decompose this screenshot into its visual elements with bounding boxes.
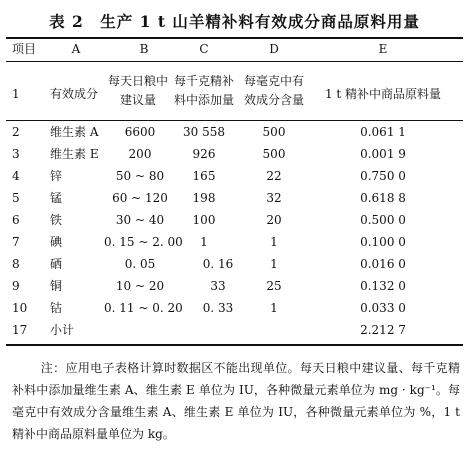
row-value-d: 1 bbox=[270, 301, 278, 315]
header-divider bbox=[6, 61, 463, 62]
row-value-d: 22 bbox=[266, 169, 282, 183]
row-value-c: 926 bbox=[192, 147, 216, 161]
row-value-c: 198 bbox=[192, 191, 216, 205]
column-header-e: E bbox=[378, 42, 388, 56]
row-value-d bbox=[238, 320, 310, 341]
row-value-c: 30 558 bbox=[183, 125, 225, 139]
row-value-c: 1 bbox=[200, 235, 208, 249]
row-number: 1 bbox=[12, 87, 20, 101]
header-added-per-kg: 每千克精补料中添加量 bbox=[173, 74, 234, 107]
row-value-e: 0.016 0 bbox=[360, 257, 406, 271]
row-item: 硒 bbox=[50, 257, 63, 271]
row-item: 维生素 E bbox=[50, 147, 99, 161]
row-value-b: 200 bbox=[128, 147, 152, 161]
row-value-e: 0.750 0 bbox=[360, 169, 406, 183]
column-header-item: 项目 bbox=[12, 42, 37, 56]
row-value-c: 0. 33 bbox=[202, 301, 234, 315]
row-value-e: 0.033 0 bbox=[360, 301, 406, 315]
row-item: 小计 bbox=[50, 323, 75, 337]
column-header-d: D bbox=[269, 42, 279, 56]
row-value-d: 20 bbox=[266, 213, 282, 227]
row-number: 2 bbox=[12, 125, 20, 139]
row-value-d: 32 bbox=[266, 191, 282, 205]
row-item: 铁 bbox=[50, 213, 63, 227]
row-number: 8 bbox=[12, 257, 20, 271]
row-value-e: 0.132 0 bbox=[360, 279, 406, 293]
row-item: 铜 bbox=[50, 279, 63, 293]
row-value-e: 0.001 9 bbox=[360, 147, 406, 161]
field-name: 有效成分 bbox=[50, 87, 99, 101]
header-raw-material-per-t: 1 t 精补中商品原料量 bbox=[324, 87, 442, 101]
row-value-d: 25 bbox=[266, 279, 282, 293]
row-value-b bbox=[104, 320, 176, 341]
column-header-b: B bbox=[139, 42, 149, 56]
row-value-b: 6600 bbox=[124, 125, 156, 139]
row-value-d: 1 bbox=[270, 257, 278, 271]
row-item: 锰 bbox=[50, 191, 63, 205]
row-item: 钴 bbox=[50, 301, 63, 315]
row-value-e: 0.100 0 bbox=[360, 235, 406, 249]
row-value-b: 50 ~ 80 bbox=[115, 169, 165, 183]
row-value-b: 10 ~ 20 bbox=[115, 279, 165, 293]
row-value-d: 1 bbox=[270, 235, 278, 249]
row-value-b: 30 ~ 40 bbox=[115, 213, 165, 227]
row-number: 3 bbox=[12, 147, 20, 161]
row-number: 5 bbox=[12, 191, 20, 205]
row-value-e: 0.500 0 bbox=[360, 213, 406, 227]
row-value-d: 500 bbox=[262, 125, 286, 139]
row-number: 9 bbox=[12, 279, 20, 293]
row-item: 锌 bbox=[50, 169, 63, 183]
row-value-b: 0. 15 ~ 2. 00 bbox=[104, 235, 183, 249]
table-title: 表 2 生产 1 t 山羊精补料有效成分商品原料用量 bbox=[49, 12, 420, 31]
row-value-c: 165 bbox=[192, 169, 216, 183]
table-footnote bbox=[12, 357, 460, 445]
header-content-per-mg: 每毫克中有效成分含量 bbox=[243, 74, 304, 107]
header-daily-ration-recommended: 每天日粮中建议量 bbox=[107, 74, 168, 107]
row-value-d: 500 bbox=[262, 147, 286, 161]
row-item: 维生素 A bbox=[50, 125, 99, 139]
row-number: 7 bbox=[12, 235, 20, 249]
row-value-c: 0. 16 bbox=[202, 257, 234, 271]
row-item: 碘 bbox=[50, 235, 63, 249]
body-divider bbox=[6, 120, 463, 121]
column-header-a: A bbox=[71, 42, 81, 56]
row-value-c bbox=[168, 320, 240, 341]
row-value-e: 2.212 7 bbox=[360, 323, 406, 337]
row-value-b: 60 ~ 120 bbox=[112, 191, 168, 205]
row-value-c: 33 bbox=[210, 279, 226, 293]
row-value-b: 0. 05 bbox=[124, 257, 156, 271]
row-number: 17 bbox=[12, 323, 28, 337]
footnote-text: 注：应用电子表格计算时数据区不能出现单位。每天日粮中建议量、每千克精补料中添加量维生素 A、维生素 E 单位为 IU，各种微量元素单位为 mg · kg⁻¹。每毫克中有效成分含量维生素 A、维生素 E 单位为 IU，各种微量元素单位为 %，1 t 精补中商品原料量单位为 kg。 bbox=[12, 361, 460, 441]
row-number: 4 bbox=[12, 169, 20, 183]
row-value-b: 0. 11 ~ 0. 20 bbox=[104, 301, 183, 315]
column-header-c: C bbox=[199, 42, 209, 56]
row-value-e: 0.618 8 bbox=[360, 191, 406, 205]
row-value-e: 0.061 1 bbox=[360, 125, 406, 139]
row-value-c: 100 bbox=[192, 213, 216, 227]
row-number: 6 bbox=[12, 213, 20, 227]
table-bottom-rule bbox=[6, 344, 463, 346]
row-number: 10 bbox=[12, 301, 28, 315]
